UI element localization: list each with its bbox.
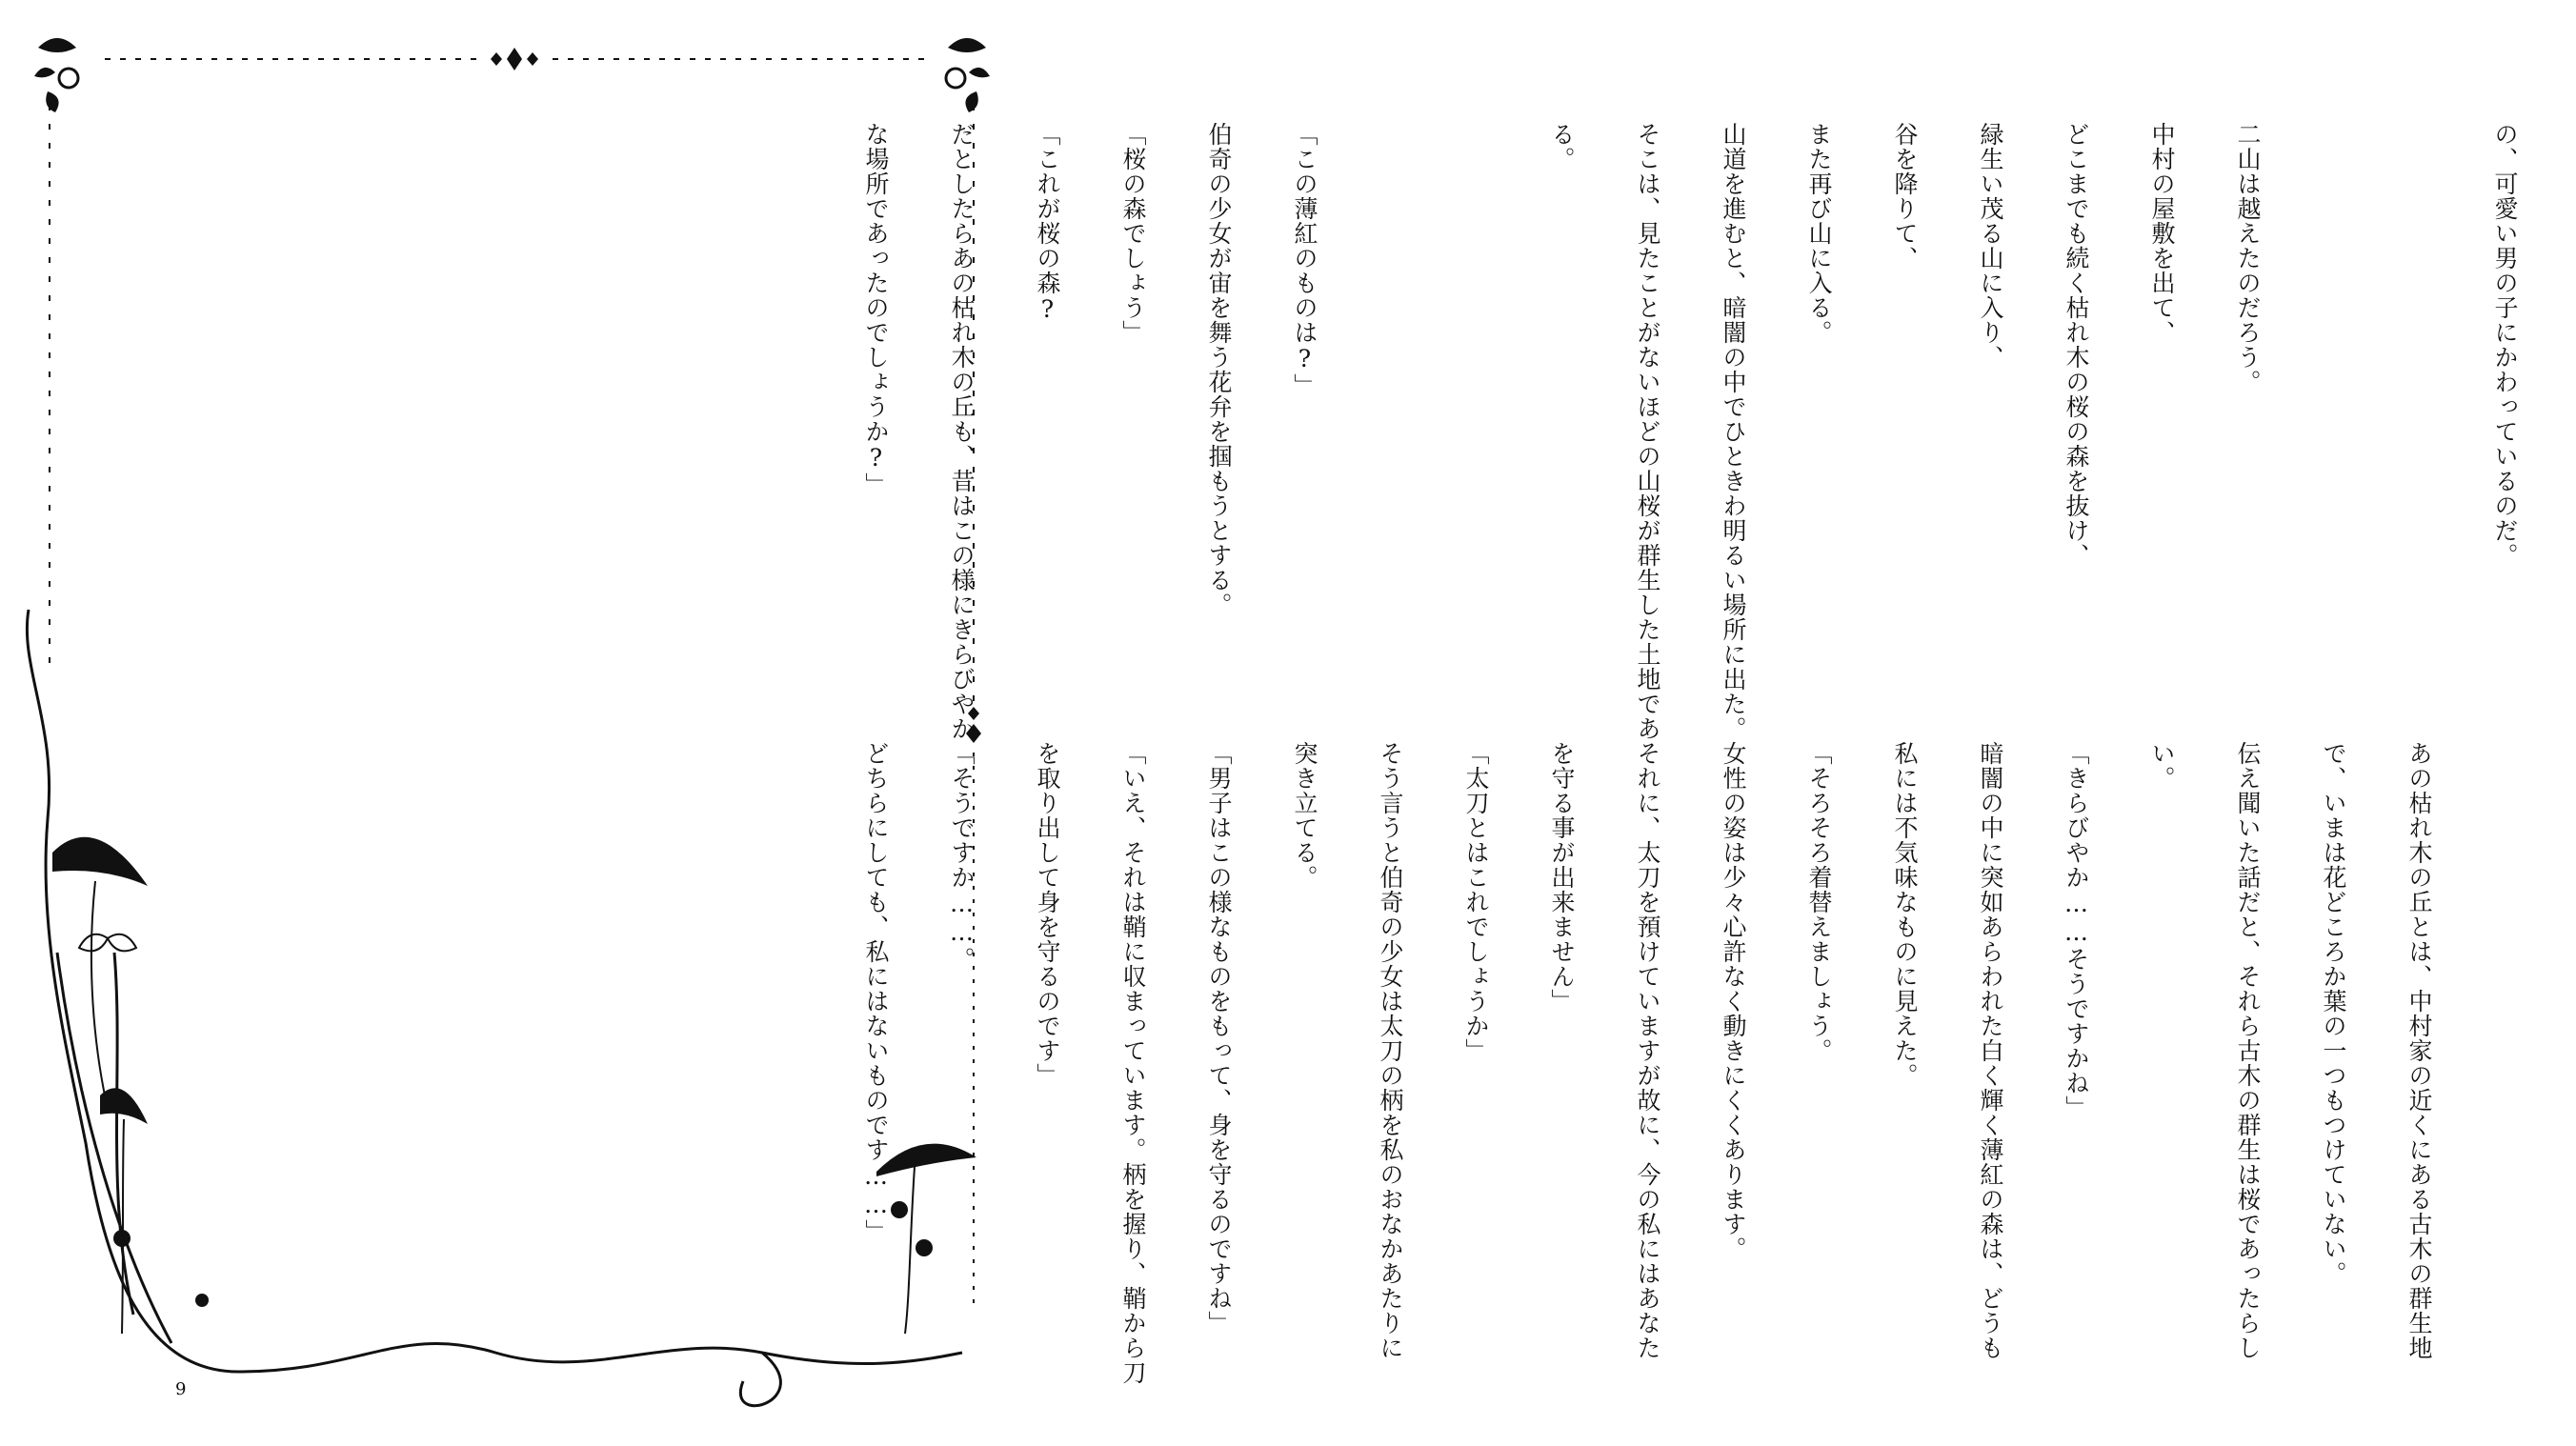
text-line: それに、太刀を預けていますが故に、今の私にはあなた [1634, 741, 1661, 1360]
text-line: を守る事が出来ません」 [1548, 741, 1576, 1014]
text-line: 谷を降りて、 [1891, 122, 1919, 271]
text-line: 伝え聞いた話だと、それら古木の群生は桜であったらし [2234, 741, 2262, 1360]
text-line: 「きらびやか……そうですかね」 [2063, 741, 2090, 1120]
text-line: 暗闇の中に突如あらわれた白く輝く薄紅の森は、どうも [1977, 741, 2004, 1360]
upper-text-block [833, 122, 2576, 741]
text-line: 「そろそろ着替えましょう。 [1805, 741, 1833, 1063]
text-line: を取り出して身を守るのです」 [1034, 741, 1061, 1088]
text-line: だとしたらあの枯れ木の丘も、昔はこの様にきらびやか [948, 122, 976, 741]
text-line: 山道を進むと、暗闇の中でひときわ明るい場所に出た。 [1720, 122, 1747, 741]
text-line: で、いまは花どころか葉の一つもつけていない。 [2320, 741, 2347, 1286]
text-line: 私には不気味なものに見えた。 [1891, 741, 1919, 1088]
text-line: あの枯れ木の丘とは、中村家の近くにある古木の群生地 [2405, 741, 2433, 1360]
text-line [2319, 122, 2347, 741]
text-line [2405, 122, 2433, 741]
text-line: 二山は越えたのだろう。 [2234, 122, 2262, 394]
text-line: 突き立てる。 [1291, 741, 1318, 890]
text-line: の、可愛い男の子にかわっているのだ。 [2491, 122, 2519, 568]
text-line: 「この薄紅のものは?」 [1291, 122, 1318, 398]
text-line: 中村の屋敷を出て、 [2148, 122, 2176, 345]
text-line: な場所であったのでしょうか?」 [862, 122, 890, 497]
text-line: 「太刀とはこれでしょうか」 [1462, 741, 1490, 1063]
text-line: 「そうですか……。 [948, 741, 976, 972]
top-center-diamonds-icon [491, 48, 538, 70]
text-line [1461, 122, 1490, 741]
vine-decoration-icon [27, 610, 962, 1406]
text-line: 伯奇の少女が宙を舞う花弁を掴もうとする。 [1205, 122, 1233, 617]
text-line: そこは、見たことがないほどの山桜が群生した土地であ [1634, 122, 1661, 741]
text-line: 女性の姿は少々心許なく動きにくくあります。 [1720, 741, 1747, 1261]
text-line: 「男子はこの様なものをもって、身を守るのですね」 [1205, 741, 1233, 1336]
text-line: 「これが桜の森? [1034, 122, 1061, 324]
text-line: 「桜の森でしょう」 [1119, 122, 1147, 345]
text-line [1376, 122, 1404, 741]
text-line: る。 [1548, 122, 1576, 171]
top-left-flourish-icon [34, 38, 78, 112]
top-right-flourish-icon [946, 38, 990, 112]
text-line: どこまでも続く枯れ木の桜の森を抜け、 [2063, 122, 2090, 568]
text-line: どちらにしても、私にはないものです……」 [862, 741, 890, 1244]
text-line: そう言うと伯奇の少女は太刀の柄を私のおなかあたりに [1377, 741, 1404, 1360]
text-line: また再び山に入る。 [1805, 122, 1833, 345]
page-number: 9 [175, 1379, 187, 1399]
text-line: 「いえ、それは鞘に収まっています。柄を握り、鞘から刀 [1119, 741, 1147, 1385]
lower-text-block [833, 741, 2490, 1385]
text-line: い。 [2148, 741, 2176, 791]
text-line: 緑生い茂る山に入り、 [1977, 122, 2004, 370]
